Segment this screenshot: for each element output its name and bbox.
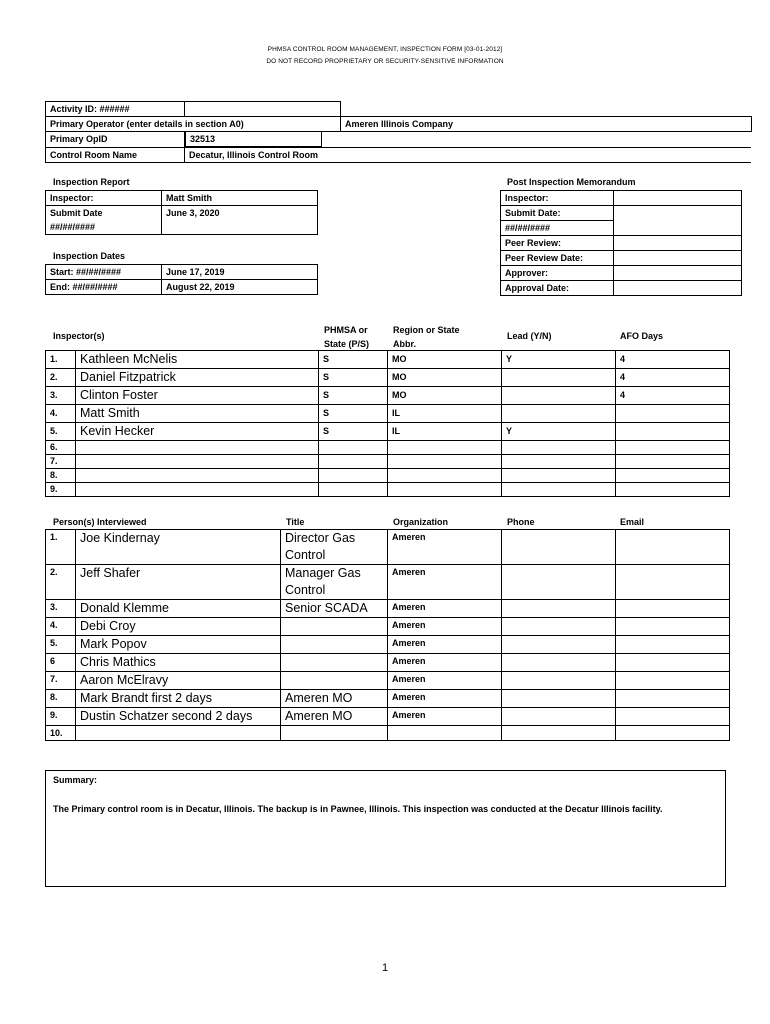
row-number: 3. <box>46 600 76 618</box>
memo-value[interactable] <box>614 266 742 281</box>
afo-days[interactable]: 4 <box>616 369 730 387</box>
lead-header: Lead (Y/N) <box>507 331 552 341</box>
submit-date-value[interactable]: June 3, 2020 <box>162 206 318 235</box>
interviewee-row <box>46 618 730 636</box>
row-number: 10. <box>46 726 76 741</box>
interviewee-title[interactable]: Director Gas Control <box>281 530 388 565</box>
end-date-label: End: ##/##/#### <box>46 280 162 295</box>
inspector-name[interactable] <box>76 469 319 483</box>
inspector-row <box>46 469 730 483</box>
submit-date-label-text: Submit Date <box>50 208 103 218</box>
interviewee-row <box>46 565 730 600</box>
inspector-name[interactable]: Kevin Hecker <box>76 423 319 441</box>
region[interactable]: MO <box>388 369 502 387</box>
inspection-report-title: Inspection Report <box>53 177 130 187</box>
interviewee-row <box>46 726 730 741</box>
primary-operator-value[interactable]: Ameren Illinois Company <box>341 117 752 132</box>
summary-label: Summary: <box>53 775 98 785</box>
row-number: 5. <box>46 636 76 654</box>
lead[interactable] <box>502 405 616 423</box>
afo-days[interactable] <box>616 469 730 483</box>
inspection-dates-table <box>45 264 318 295</box>
start-date-value[interactable]: June 17, 2019 <box>162 265 318 280</box>
interviewee-organization[interactable]: Ameren <box>388 654 502 672</box>
interviewee-title[interactable] <box>281 618 388 636</box>
afo-days[interactable] <box>616 455 730 469</box>
form-warning: DO NOT RECORD PROPRIETARY OR SECURITY-SENSITIVE INFORMATION <box>266 58 504 65</box>
region-header <box>393 323 460 351</box>
inspector-name[interactable]: Matt Smith <box>76 405 319 423</box>
inspector-name[interactable] <box>76 483 319 497</box>
region[interactable]: IL <box>388 423 502 441</box>
phmsa-state-header <box>324 323 369 351</box>
opid-value[interactable]: 32513 <box>186 132 322 147</box>
interviewee-row <box>46 690 730 708</box>
memo-value[interactable] <box>614 281 742 296</box>
memo-label: Peer Review: <box>501 236 614 251</box>
afo-days-header: AFO Days <box>620 331 664 341</box>
interviewee-name[interactable] <box>76 726 281 741</box>
inspector-row <box>46 351 730 369</box>
row-number: 2. <box>46 369 76 387</box>
interviewee-organization[interactable] <box>388 726 502 741</box>
lead[interactable]: Y <box>502 423 616 441</box>
phmsa-state[interactable]: S <box>319 423 388 441</box>
interviewee-organization[interactable]: Ameren <box>388 565 502 600</box>
inspector-row <box>46 441 730 455</box>
inspection-dates-title: Inspection Dates <box>53 251 126 261</box>
row-number: 9. <box>46 708 76 726</box>
lead[interactable]: Y <box>502 351 616 369</box>
row-number: 4. <box>46 618 76 636</box>
lead[interactable] <box>502 483 616 497</box>
row-number: 7. <box>46 672 76 690</box>
submit-date-label <box>46 206 162 235</box>
memo-value[interactable] <box>614 236 742 251</box>
phmsa-state[interactable]: S <box>319 387 388 405</box>
region[interactable]: MO <box>388 351 502 369</box>
phmsa-state[interactable] <box>319 469 388 483</box>
row-number: 2. <box>46 565 76 600</box>
submit-date-format: ##/##/#### <box>50 222 96 232</box>
interviewee-title[interactable]: Ameren MO <box>281 708 388 726</box>
inspector-row <box>46 423 730 441</box>
interviewed-table <box>45 529 730 741</box>
lead[interactable] <box>502 369 616 387</box>
interviewee-name[interactable]: Aaron McElravy <box>76 672 281 690</box>
interviewee-email[interactable] <box>616 600 730 618</box>
phmsa-state[interactable] <box>319 483 388 497</box>
interviewee-phone[interactable] <box>502 708 616 726</box>
memo-label: Submit Date: <box>501 206 614 221</box>
interviewee-phone[interactable] <box>502 530 616 565</box>
region[interactable] <box>388 483 502 497</box>
title-header: Title <box>286 517 305 527</box>
interviewee-phone[interactable] <box>502 618 616 636</box>
row-number: 5. <box>46 423 76 441</box>
interviewee-email[interactable] <box>616 672 730 690</box>
phmsa-state[interactable]: S <box>319 369 388 387</box>
inspector-row <box>46 369 730 387</box>
memo-label: ##/##/#### <box>501 221 614 236</box>
interviewee-name[interactable]: Donald Klemme <box>76 600 281 618</box>
interviewee-phone[interactable] <box>502 654 616 672</box>
row-number: 9. <box>46 483 76 497</box>
region[interactable] <box>388 455 502 469</box>
row-number: 4. <box>46 405 76 423</box>
activity-id-label: Activity ID: ###### <box>46 102 185 117</box>
inspector-name[interactable]: Clinton Foster <box>76 387 319 405</box>
interviewee-organization[interactable]: Ameren <box>388 708 502 726</box>
inspector-name[interactable]: Daniel Fitzpatrick <box>76 369 319 387</box>
inspection-report-table <box>45 190 318 235</box>
interviewee-phone[interactable] <box>502 600 616 618</box>
report-inspector-value[interactable]: Matt Smith <box>162 191 318 206</box>
activity-id-value[interactable] <box>185 102 341 117</box>
interviewee-organization[interactable]: Ameren <box>388 618 502 636</box>
inspectors-table <box>45 350 730 497</box>
interviewee-name[interactable]: Debi Croy <box>76 618 281 636</box>
interviewee-email[interactable] <box>616 654 730 672</box>
interviewee-phone[interactable] <box>502 636 616 654</box>
report-inspector-label: Inspector: <box>46 191 162 206</box>
inspectors-header: Inspector(s) <box>53 331 105 341</box>
interviewee-title[interactable] <box>281 654 388 672</box>
memo-label: Approver: <box>501 266 614 281</box>
region[interactable] <box>388 469 502 483</box>
interviewee-phone[interactable] <box>502 726 616 741</box>
lead[interactable] <box>502 455 616 469</box>
control-room-value[interactable]: Decatur, Illinois Control Room <box>185 148 752 163</box>
lead[interactable] <box>502 469 616 483</box>
form-title: PHMSA CONTROL ROOM MANAGEMENT, INSPECTION FORM [03-01-2012] <box>267 46 503 53</box>
summary-text: The Primary control room is in Decatur, Illinois. The backup is in Pawnee, Illinois. This inspection was conducted at the Decatur Illinois facility. <box>53 804 663 814</box>
interviewee-row <box>46 654 730 672</box>
lead[interactable] <box>502 441 616 455</box>
interviewee-title[interactable] <box>281 726 388 741</box>
row-number: 1. <box>46 351 76 369</box>
interviewee-name[interactable]: Jeff Shafer <box>76 565 281 600</box>
interviewee-email[interactable] <box>616 618 730 636</box>
interviewee-row <box>46 636 730 654</box>
interviewee-title[interactable]: Senior SCADA <box>281 600 388 618</box>
interviewee-row <box>46 708 730 726</box>
row-number: 3. <box>46 387 76 405</box>
inspector-row <box>46 405 730 423</box>
summary-box[interactable] <box>45 770 726 887</box>
interviewee-organization[interactable]: Ameren <box>388 636 502 654</box>
opid-label: Primary OpID <box>46 132 185 148</box>
interviewee-email[interactable] <box>616 565 730 600</box>
primary-operator-label: Primary Operator (enter details in section A0) <box>46 117 341 132</box>
region[interactable] <box>388 441 502 455</box>
phmsa-header-line1: PHMSA or <box>324 325 368 335</box>
interviewee-organization[interactable]: Ameren <box>388 600 502 618</box>
interviewee-name[interactable]: Mark Brandt first 2 days <box>76 690 281 708</box>
interviewee-phone[interactable] <box>502 690 616 708</box>
interviewee-organization[interactable]: Ameren <box>388 690 502 708</box>
inspector-row <box>46 387 730 405</box>
interviewee-email[interactable] <box>616 690 730 708</box>
row-number: 8. <box>46 690 76 708</box>
interviewee-title[interactable] <box>281 636 388 654</box>
row-number: 8. <box>46 469 76 483</box>
interviewee-email[interactable] <box>616 636 730 654</box>
region[interactable]: MO <box>388 387 502 405</box>
interviewee-name[interactable]: Mark Popov <box>76 636 281 654</box>
interviewee-row <box>46 530 730 565</box>
inspector-name[interactable] <box>76 441 319 455</box>
afo-days[interactable] <box>616 423 730 441</box>
memo-label: Peer Review Date: <box>501 251 614 266</box>
organization-header: Organization <box>393 517 449 527</box>
interviewee-email[interactable] <box>616 530 730 565</box>
interviewee-organization[interactable]: Ameren <box>388 672 502 690</box>
memo-table <box>500 190 742 296</box>
interviewee-name[interactable]: Joe Kindernay <box>76 530 281 565</box>
interviewee-name[interactable]: Dustin Schatzer second 2 days <box>76 708 281 726</box>
inspector-row <box>46 483 730 497</box>
afo-days[interactable]: 4 <box>616 387 730 405</box>
phmsa-header-line2: State (P/S) <box>324 339 370 349</box>
memo-label: Approval Date: <box>501 281 614 296</box>
interviewee-row <box>46 600 730 618</box>
interviewee-email[interactable] <box>616 726 730 741</box>
afo-days[interactable] <box>616 405 730 423</box>
afo-days[interactable] <box>616 483 730 497</box>
afo-days[interactable]: 4 <box>616 351 730 369</box>
interviewee-title[interactable] <box>281 672 388 690</box>
inspector-row <box>46 455 730 469</box>
inspector-name[interactable]: Kathleen McNelis <box>76 351 319 369</box>
phmsa-state[interactable]: S <box>319 405 388 423</box>
phone-header: Phone <box>507 517 535 527</box>
memo-value[interactable] <box>614 206 742 236</box>
lead[interactable] <box>502 387 616 405</box>
inspector-name[interactable] <box>76 455 319 469</box>
row-number: 6 <box>46 654 76 672</box>
activity-table <box>45 101 752 163</box>
interviewee-phone[interactable] <box>502 565 616 600</box>
region-header-line1: Region or State <box>393 325 460 335</box>
phmsa-state[interactable] <box>319 455 388 469</box>
memo-title: Post Inspection Memorandum <box>507 177 636 187</box>
afo-days[interactable] <box>616 441 730 455</box>
region[interactable]: IL <box>388 405 502 423</box>
start-date-label: Start: ##/##/#### <box>46 265 162 280</box>
interviewee-title[interactable]: Manager Gas Control <box>281 565 388 600</box>
email-header: Email <box>620 517 645 527</box>
interviewee-name[interactable]: Chris Mathics <box>76 654 281 672</box>
interviewed-header: Person(s) Interviewed <box>53 517 147 527</box>
region-header-line2: Abbr. <box>393 339 417 349</box>
page-number: 1 <box>381 962 389 974</box>
interviewee-title[interactable]: Ameren MO <box>281 690 388 708</box>
memo-value[interactable] <box>614 251 742 266</box>
control-room-label: Control Room Name <box>46 148 185 163</box>
end-date-value[interactable]: August 22, 2019 <box>162 280 318 295</box>
row-number: 1. <box>46 530 76 565</box>
phmsa-state[interactable] <box>319 441 388 455</box>
interviewee-email[interactable] <box>616 708 730 726</box>
interviewee-organization[interactable]: Ameren <box>388 530 502 565</box>
row-number: 6. <box>46 441 76 455</box>
phmsa-state[interactable]: S <box>319 351 388 369</box>
memo-label: Inspector: <box>501 191 614 206</box>
memo-value[interactable] <box>614 191 742 206</box>
interviewee-row <box>46 672 730 690</box>
interviewee-phone[interactable] <box>502 672 616 690</box>
row-number: 7. <box>46 455 76 469</box>
